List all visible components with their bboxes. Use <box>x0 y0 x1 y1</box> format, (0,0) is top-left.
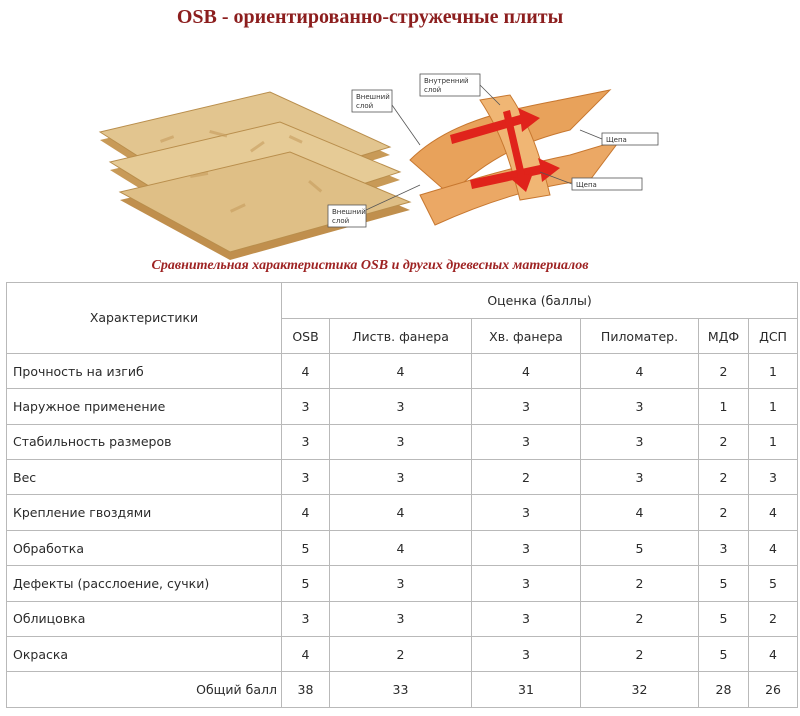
score-cell: 3 <box>472 637 581 672</box>
score-cell: 2 <box>699 424 749 459</box>
callout-chip-1-text: Щепа <box>606 136 627 144</box>
osb-boards-image <box>100 92 410 260</box>
column-header: Листв. фанера <box>330 319 472 353</box>
score-cell: 3 <box>749 460 798 495</box>
score-cell: 3 <box>472 566 581 601</box>
score-cell: 5 <box>699 601 749 636</box>
characteristics-header: Характеристики <box>7 283 282 354</box>
column-header: Хв. фанера <box>472 319 581 353</box>
total-cell: 26 <box>749 672 798 708</box>
score-cell: 3 <box>282 389 330 424</box>
score-cell: 3 <box>330 601 472 636</box>
osb-strands-diagram <box>410 90 620 225</box>
row-label: Крепление гвоздями <box>7 495 282 530</box>
total-row <box>7 672 798 708</box>
score-cell: 4 <box>282 353 330 388</box>
score-cell: 2 <box>581 601 699 636</box>
column-header: Пиломатер. <box>581 319 699 353</box>
callout-chip-2-text: Щепа <box>576 181 597 189</box>
table-row <box>7 460 798 495</box>
score-cell: 4 <box>749 495 798 530</box>
score-cell: 3 <box>282 424 330 459</box>
score-cell: 1 <box>749 389 798 424</box>
comparison-table <box>6 282 798 708</box>
row-label: Облицовка <box>7 601 282 636</box>
row-label: Наружное применение <box>7 389 282 424</box>
column-header: ДСП <box>749 319 798 353</box>
row-label: Обработка <box>7 530 282 565</box>
table-subtitle: Сравнительная характеристика OSB и других древесных материалов <box>151 258 589 273</box>
score-cell: 3 <box>330 460 472 495</box>
total-cell: 33 <box>330 672 472 708</box>
score-cell: 3 <box>472 530 581 565</box>
score-cell: 3 <box>330 424 472 459</box>
column-header: МДФ <box>699 319 749 353</box>
score-cell: 4 <box>282 637 330 672</box>
score-cell: 5 <box>749 566 798 601</box>
score-cell: 3 <box>282 460 330 495</box>
callout-inner-layer-text: Внутренний слой <box>424 77 469 94</box>
score-cell: 2 <box>699 353 749 388</box>
score-cell: 2 <box>581 637 699 672</box>
score-cell: 3 <box>472 389 581 424</box>
score-cell: 2 <box>330 637 472 672</box>
table-row <box>7 389 798 424</box>
score-cell: 1 <box>749 353 798 388</box>
total-label: Общий балл <box>7 672 282 708</box>
row-label: Вес <box>7 460 282 495</box>
total-cell: 38 <box>282 672 330 708</box>
score-cell: 4 <box>330 495 472 530</box>
score-cell: 3 <box>330 389 472 424</box>
score-cell: 3 <box>282 601 330 636</box>
page-title: OSB - ориентированно-стружечные плиты <box>176 6 564 28</box>
table-row <box>7 530 798 565</box>
score-cell: 5 <box>282 530 330 565</box>
score-header: Оценка (баллы) <box>282 283 798 319</box>
score-cell: 2 <box>581 566 699 601</box>
score-cell: 4 <box>581 353 699 388</box>
score-cell: 3 <box>330 566 472 601</box>
total-cell: 32 <box>581 672 699 708</box>
score-cell: 3 <box>581 460 699 495</box>
score-cell: 5 <box>581 530 699 565</box>
score-cell: 4 <box>330 530 472 565</box>
score-cell: 3 <box>472 601 581 636</box>
score-cell: 4 <box>472 353 581 388</box>
table-row <box>7 601 798 636</box>
score-cell: 4 <box>581 495 699 530</box>
score-cell: 3 <box>472 424 581 459</box>
score-cell: 2 <box>699 495 749 530</box>
score-cell: 5 <box>699 566 749 601</box>
total-cell: 28 <box>699 672 749 708</box>
table-row <box>7 424 798 459</box>
score-cell: 1 <box>749 424 798 459</box>
score-cell: 3 <box>581 389 699 424</box>
score-cell: 5 <box>282 566 330 601</box>
table-row <box>7 637 798 672</box>
row-label: Окраска <box>7 637 282 672</box>
table-row <box>7 566 798 601</box>
score-cell: 3 <box>472 495 581 530</box>
table-row <box>7 495 798 530</box>
score-cell: 1 <box>699 389 749 424</box>
score-cell: 3 <box>581 424 699 459</box>
score-cell: 3 <box>699 530 749 565</box>
score-cell: 2 <box>472 460 581 495</box>
score-cell: 2 <box>749 601 798 636</box>
score-cell: 5 <box>699 637 749 672</box>
table-row <box>7 353 798 388</box>
callout-outer-layer-top-text: Внешний слой <box>356 93 390 110</box>
callout-outer-layer-bottom-text: Внешний слой <box>332 208 366 225</box>
column-header: OSB <box>282 319 330 353</box>
row-label: Дефекты (расслоение, сучки) <box>7 566 282 601</box>
score-cell: 4 <box>749 530 798 565</box>
row-label: Стабильность размеров <box>7 424 282 459</box>
score-cell: 2 <box>699 460 749 495</box>
score-cell: 4 <box>282 495 330 530</box>
total-cell: 31 <box>472 672 581 708</box>
osb-structure-illustration <box>90 60 670 260</box>
score-cell: 4 <box>749 637 798 672</box>
score-cell: 4 <box>330 353 472 388</box>
callout-chip-1 <box>580 130 658 145</box>
row-label: Прочность на изгиб <box>7 353 282 388</box>
